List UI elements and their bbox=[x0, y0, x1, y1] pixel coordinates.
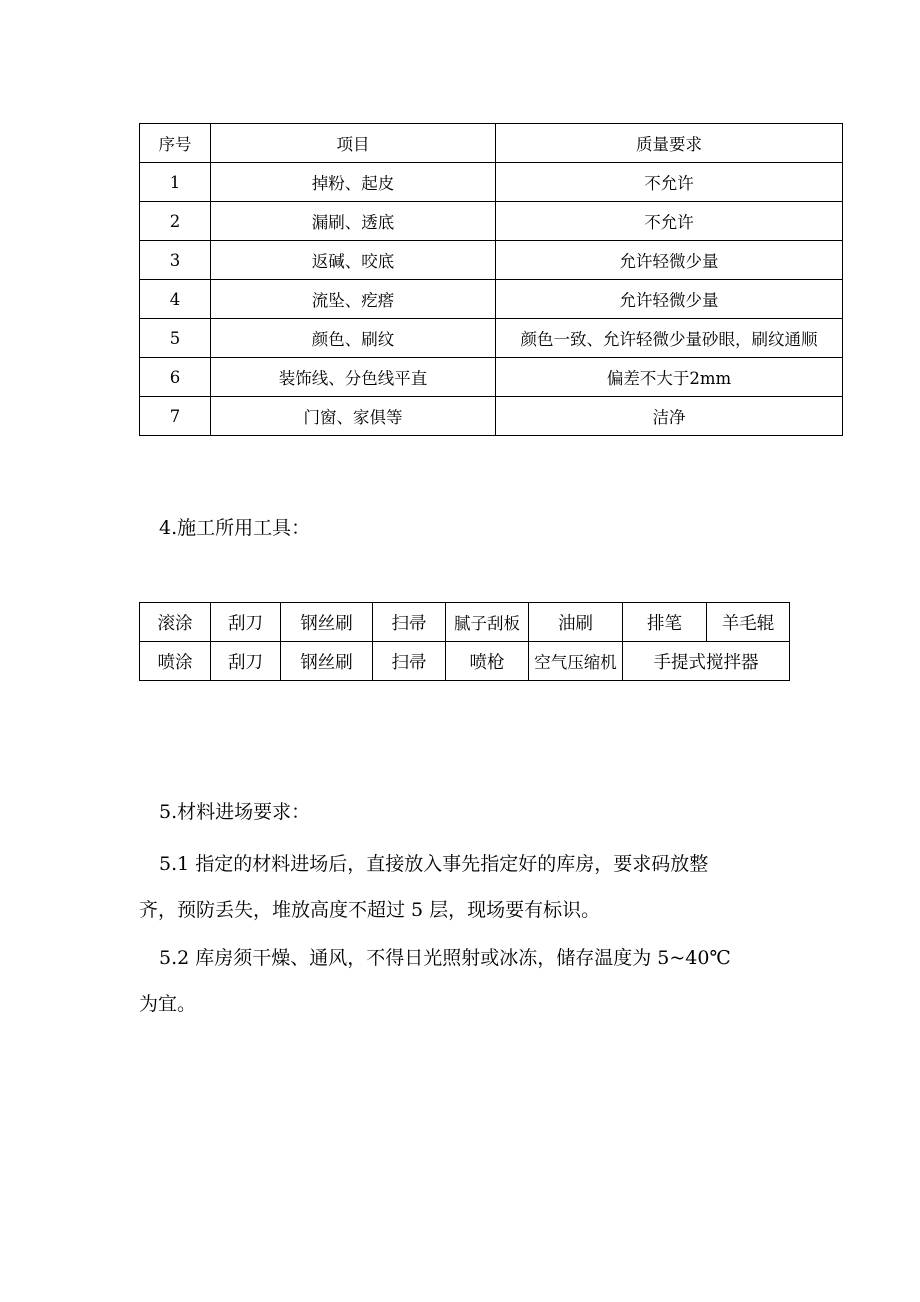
section-4-heading: 4.施工所用工具： bbox=[159, 517, 311, 539]
table-row bbox=[140, 163, 843, 202]
row-requirement-cell: 允许轻微少量 bbox=[496, 241, 843, 280]
table-row bbox=[140, 241, 843, 280]
header-cell-item: 项目 bbox=[211, 124, 496, 163]
quality-requirements-table bbox=[139, 123, 843, 436]
tool-cell: 排笔 bbox=[623, 603, 707, 642]
row-item-cell: 颜色、刷纹 bbox=[211, 319, 496, 358]
table-row bbox=[140, 397, 843, 436]
tools-table bbox=[139, 602, 790, 681]
row-requirement-cell: 不允许 bbox=[496, 202, 843, 241]
row-index-cell: 2 bbox=[140, 202, 211, 241]
row-item-cell: 流坠、疙瘩 bbox=[211, 280, 496, 319]
tool-cell: 钢丝刷 bbox=[281, 603, 373, 642]
row-index-cell: 4 bbox=[140, 280, 211, 319]
header-cell-index: 序号 bbox=[140, 124, 211, 163]
header-cell-requirement: 质量要求 bbox=[496, 124, 843, 163]
section-5-heading: 5.材料进场要求： bbox=[159, 801, 311, 823]
tool-cell: 钢丝刷 bbox=[281, 642, 373, 681]
tool-cell: 腻子刮板 bbox=[446, 603, 529, 642]
paragraph-5-2-line-1: 5.2 库房须干燥、通风，不得日光照射或冰冻，储存温度为 5~40℃ bbox=[159, 947, 731, 969]
row-index-cell: 1 bbox=[140, 163, 211, 202]
table-row bbox=[140, 202, 843, 241]
row-item-cell: 返碱、咬底 bbox=[211, 241, 496, 280]
row-item-cell: 装饰线、分色线平直 bbox=[211, 358, 496, 397]
tool-cell: 刮刀 bbox=[211, 642, 281, 681]
table-row bbox=[140, 319, 843, 358]
row-requirement-cell: 偏差不大于2mm bbox=[496, 358, 843, 397]
tool-cell: 扫帚 bbox=[373, 642, 446, 681]
row-requirement-cell: 洁净 bbox=[496, 397, 843, 436]
row-requirement-cell: 颜色一致、允许轻微少量砂眼，刷纹通顺 bbox=[496, 319, 843, 358]
row-requirement-cell: 允许轻微少量 bbox=[496, 280, 843, 319]
row-index-cell: 5 bbox=[140, 319, 211, 358]
tool-method-cell: 喷涂 bbox=[140, 642, 211, 681]
row-index-cell: 3 bbox=[140, 241, 211, 280]
row-index-cell: 7 bbox=[140, 397, 211, 436]
row-item-cell: 门窗、家俱等 bbox=[211, 397, 496, 436]
tool-cell: 羊毛辊 bbox=[707, 603, 790, 642]
tools-row-spraying bbox=[140, 642, 790, 681]
paragraph-5-2-line-2: 为宜。 bbox=[139, 993, 197, 1015]
paragraph-5-1-line-2: 齐，预防丢失，堆放高度不超过 5 层，现场要有标识。 bbox=[139, 899, 601, 921]
row-item-cell: 漏刷、透底 bbox=[211, 202, 496, 241]
tool-cell: 油刷 bbox=[529, 603, 623, 642]
paragraph-5-1-line-1: 5.1 指定的材料进场后，直接放入事先指定好的库房，要求码放整 bbox=[159, 853, 709, 875]
row-index-cell: 6 bbox=[140, 358, 211, 397]
tool-cell: 空气压缩机 bbox=[529, 642, 623, 681]
tool-method-cell: 滚涂 bbox=[140, 603, 211, 642]
tools-row-rolling bbox=[140, 603, 790, 642]
table-header-row bbox=[140, 124, 843, 163]
table-row bbox=[140, 280, 843, 319]
row-item-cell: 掉粉、起皮 bbox=[211, 163, 496, 202]
tool-cell: 扫帚 bbox=[373, 603, 446, 642]
tool-cell: 喷枪 bbox=[446, 642, 529, 681]
table-row bbox=[140, 358, 843, 397]
tool-cell: 手提式搅拌器 bbox=[623, 642, 790, 681]
tool-cell: 刮刀 bbox=[211, 603, 281, 642]
row-requirement-cell: 不允许 bbox=[496, 163, 843, 202]
